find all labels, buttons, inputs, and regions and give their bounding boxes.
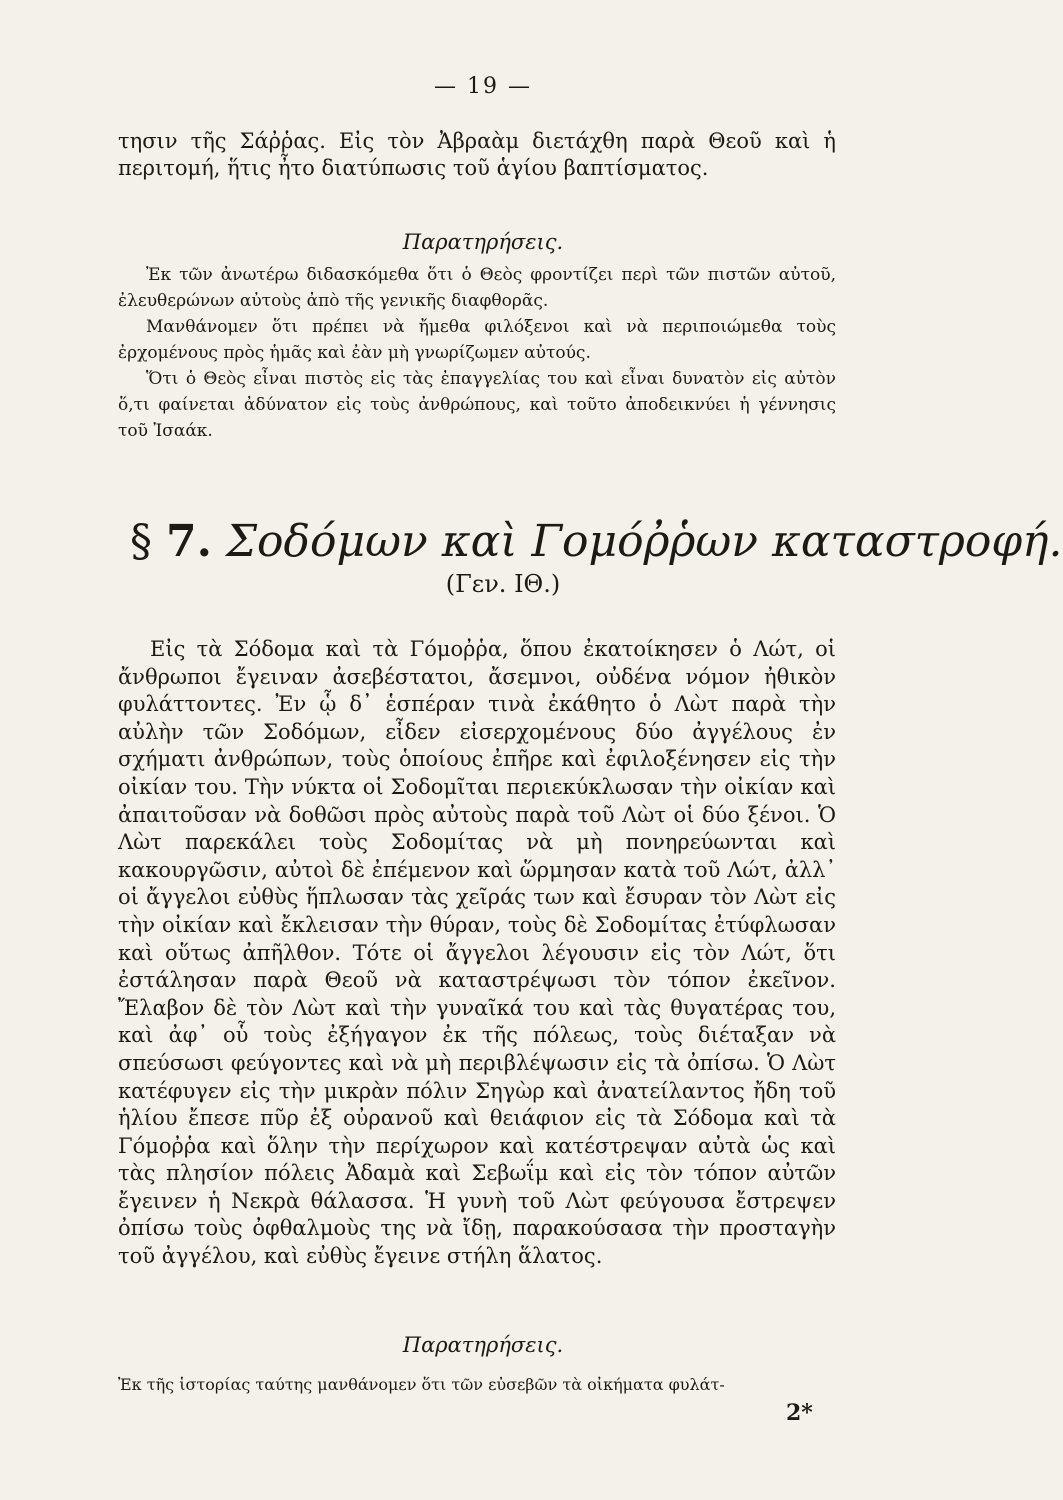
observation-item: Ὅτι ὁ Θεὸς εἶναι πιστὸς εἰς τὰς ἐπαγγελίας του καὶ εἶναι δυνατὸν εἰς αὐτὸν ὅ,τι φαίνεται ἀδύνατον εἰς τοὺς ἀνθρώπους, καὶ τοῦτο ἀποδεικνύει ἡ γέννησις τοῦ Ἰσαάκ.: [118, 369, 836, 441]
observation-item: Μανθάνομεν ὅτι πρέπει νὰ ἤμεθα φιλόξενοι καὶ νὰ περιποιώμεθα τοὺς ἐρχομένους πρὸς ἡμᾶς καὶ ἐὰν μὴ γνωρίζωμεν αὐτούς.: [118, 317, 836, 363]
main-paragraph: Εἰς τὰ Σόδομα καὶ τὰ Γόμοῤῥα, ὅπου ἐκατοίκησεν ὁ Λώτ, οἱ ἄνθρωποι ἔγειναν ἀσεβέστατοι, ἄσεμνοι, οὐδένα νόμον ἠθικὸν φυλάττοντες. Ἐν ᾧ δ᾽ ἑσπέραν τινὰ ἐκάθητο ὁ Λὼτ παρὰ τὴν αὐλὴν τῶν Σοδόμων, εἶδεν εἰσερχομένους δύο ἀγγέλους ἐν σχήματι ἀνθρώπων, τοὺς ὁποίους ἐπῆρε καὶ ἐφιλοξένησεν εἰς τὴν οἰκίαν του. Τὴν νύκτα οἱ Σοδομῖται περιεκύκλωσαν τὴν οἰκίαν καὶ ἀπαιτοῦσαν νὰ δοθῶσι πρὸς αὐτοὺς παρὰ τοῦ Λὼτ οἱ δύο ξένοι. Ὁ Λὼτ παρεκάλει τοὺς Σοδομίτας νὰ μὴ πονηρεύωνται καὶ κακουργῶσιν, αὐτοὶ δὲ ἐπέμενον καὶ ὥρμησαν κατὰ τοῦ Λώτ, ἀλλ᾽ οἱ ἄγγελοι εὐθὺς ἥπλωσαν τὰς χεῖράς των καὶ ἔσυραν τὸν Λὼτ εἰς τὴν οἰκίαν καὶ ἔκλεισαν τὴν θύραν, τοὺς δὲ Σοδομίτας ἐτύφλωσαν καὶ οὕτως ἀπῆλθον. Τότε οἱ ἄγγελοι λέγουσιν εἰς τὸν Λώτ, ὅτι ἐστάλησαν παρὰ Θεοῦ νὰ καταστρέψωσι τὸν τόπον ἐκεῖνον. Ἔλαβον δὲ τὸν Λὼτ καὶ τὴν γυναῖκά του καὶ τὰς θυγατέρας του, καὶ ἀφ᾽ οὗ τοὺς ἐξήγαγον ἐκ τῆς πόλεως, τοὺς διέταξαν νὰ σπεύσωσι φεύγοντες καὶ νὰ μὴ περιβλέψωσιν εἰς τὰ ὀπίσω. Ὁ Λὼτ κατέφυγεν εἰς τὴν μικρὰν πόλιν Σηγὼρ καὶ ἀνατείλαντος ἤδη τοῦ ἡλίου ἔπεσε πῦρ ἐξ οὐρανοῦ καὶ θειάφιον εἰς τὰ Σόδομα καὶ τὰ Γόμοῤῥα καὶ ὅλην τὴν περίχωρον καὶ κατέστρεψαν αὐτὰ ὡς καὶ τὰς πλησίον πόλεις Ἀδαμὰ καὶ Σεβωΐμ καὶ εἰς τὸν τόπον αὐτῶν ἔγεινεν ἡ Νεκρὰ θάλασσα. Ἡ γυνὴ τοῦ Λὼτ φεύγουσα ἔστρεψεν ὀπίσω τοὺς ὀφθαλμοὺς της νὰ ἴδῃ, παρακούσασα τὴν προσταγὴν τοῦ ἀγγέλου, καὶ εὐθὺς ἔγεινε στήλη ἅλατος.: [118, 637, 836, 1269]
section-reference: (Γεν. ΙΘ.): [445, 570, 561, 598]
top-paragraph-block: [118, 128, 836, 182]
section-title: Σοδόμων καὶ Γομόῤῥων καταστροφή.: [225, 516, 1063, 567]
section-symbol: §: [130, 516, 152, 567]
section-number: 7.: [166, 516, 212, 567]
observations-list: [118, 262, 836, 444]
top-paragraph: τησιν τῆς Σάῤῥας. Εἰς τὸν Ἀβραὰμ διετάχθη παρὰ Θεοῦ καὶ ἡ περιτομή, ἥτις ἦτο διατύπωσις τοῦ ἁγίου βαπτίσματος.: [118, 129, 836, 180]
page-number: — 19 —: [434, 74, 532, 99]
observations-2-block: [118, 1372, 836, 1398]
observations-title-2: Παρατηρήσεις.: [402, 1333, 564, 1357]
observations-title: Παρατηρήσεις.: [402, 230, 564, 254]
main-text-block: [118, 636, 836, 1271]
observation-item: Ἐκ τῶν ἀνωτέρω διδασκόμεθα ὅτι ὁ Θεὸς φροντίζει περὶ τῶν πιστῶν αὐτοῦ, ἐλευθερώνων αὐτοὺς ἀπὸ τῆς γενικῆς διαφθορᾶς.: [118, 265, 836, 311]
observation-line: Ἐκ τῆς ἱστορίας ταύτης μανθάνομεν ὅτι τῶν εὐσεβῶν τὰ οἰκήματα φυλάτ-: [118, 1375, 725, 1394]
printer-signature: 2*: [786, 1400, 813, 1426]
section-heading: [130, 516, 1063, 567]
